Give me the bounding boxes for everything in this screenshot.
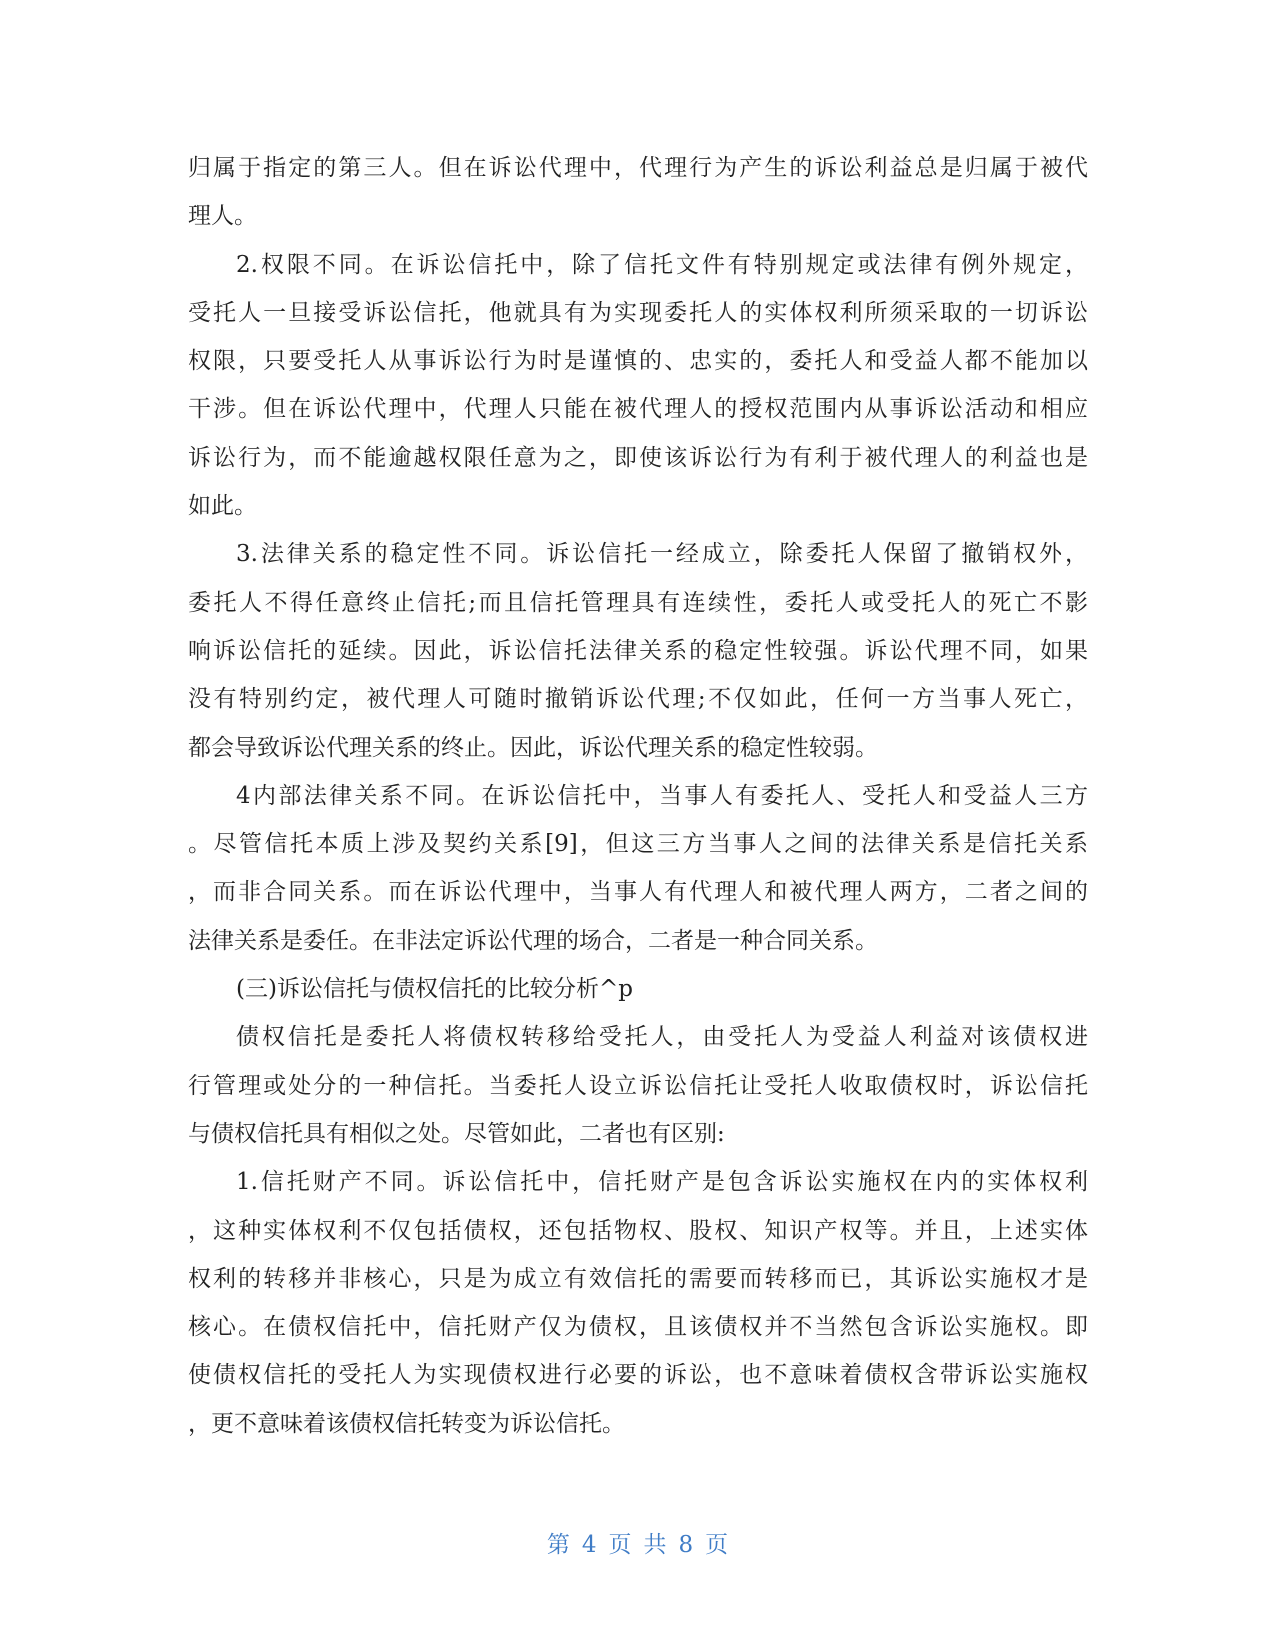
text-line: 委托人不得任意终止信托;而且信托管理具有连续性，委托人或受托人的死亡不影 — [188, 589, 1088, 616]
text-line: 4内部法律关系不同。在诉讼信托中，当事人有委托人、受托人和受益人三方 — [236, 782, 1088, 809]
text-line: 干涉。但在诉讼代理中，代理人只能在被代理人的授权范围内从事诉讼活动和相应 — [188, 396, 1088, 423]
text-line: 权限，只要受托人从事诉讼行为时是谨慎的、忠实的，委托人和受益人都不能加以 — [188, 348, 1088, 375]
text-line: 受托人一旦接受诉讼信托，他就具有为实现委托人的实体权利所须采取的一切诉讼 — [188, 299, 1088, 326]
page-footer — [0, 1526, 1275, 1559]
text-line: 如此。 — [188, 493, 257, 520]
footer-suffix: 页 — [705, 1532, 729, 1558]
footer-page-word: 页 — [608, 1532, 632, 1558]
footer-total-word: 共 — [643, 1532, 667, 1558]
section-heading: (三)诉讼信托与债权信托的比较分析^p — [236, 976, 633, 1003]
text-line: 行管理或处分的一种信托。当委托人设立诉讼信托让受托人收取债权时，诉讼信托 — [188, 1072, 1088, 1099]
text-line: ，而非合同关系。而在诉讼代理中，当事人有代理人和被代理人两方，二者之间的 — [188, 879, 1088, 906]
footer-page-number: 4 — [581, 1532, 597, 1558]
text-line: 法律关系是委任。在非法定诉讼代理的场合，二者是一种合同关系。 — [188, 927, 878, 954]
footer-total-pages: 8 — [678, 1532, 694, 1558]
text-line: 使债权信托的受托人为实现债权进行必要的诉讼，也不意味着债权含带诉讼实施权 — [188, 1362, 1088, 1389]
text-line: 没有特别约定，被代理人可随时撤销诉讼代理;不仅如此，任何一方当事人死亡， — [188, 686, 1088, 713]
text-line: 都会导致诉讼代理关系的终止。因此，诉讼代理关系的稳定性较弱。 — [188, 734, 878, 761]
footer-prefix: 第 — [546, 1532, 570, 1558]
text-line: 2.权限不同。在诉讼信托中，除了信托文件有特别规定或法律有例外规定， — [236, 251, 1088, 278]
text-line: 。尽管信托本质上涉及契约关系[9]，但这三方当事人之间的法律关系是信托关系 — [188, 831, 1088, 858]
body-text — [188, 144, 1088, 1448]
text-line: 权利的转移并非核心，只是为成立有效信托的需要而转移而已，其诉讼实施权才是 — [188, 1265, 1088, 1292]
text-line: 归属于指定的第三人。但在诉讼代理中，代理行为产生的诉讼利益总是归属于被代 — [188, 155, 1088, 181]
text-line: 1.信托财产不同。诉讼信托中，信托财产是包含诉讼实施权在内的实体权利 — [236, 1169, 1088, 1196]
text-line: 响诉讼信托的延续。因此，诉讼信托法律关系的稳定性较强。诉讼代理不同，如果 — [188, 637, 1088, 664]
text-line: 债权信托是委托人将债权转移给受托人，由受托人为受益人利益对该债权进 — [236, 1024, 1088, 1051]
text-line: 理人。 — [188, 203, 257, 230]
text-line: 诉讼行为，而不能逾越权限任意为之，即使该诉讼行为有利于被代理人的利益也是 — [188, 444, 1088, 471]
text-line: 与债权信托具有相似之处。尽管如此，二者也有区别: — [188, 1120, 725, 1147]
text-line: 核心。在债权信托中，信托财产仅为债权，且该债权并不当然包含诉讼实施权。即 — [188, 1314, 1088, 1341]
text-line: 3.法律关系的稳定性不同。诉讼信托一经成立，除委托人保留了撤销权外， — [236, 541, 1088, 568]
text-line: ，更不意味着该债权信托转变为诉讼信托。 — [188, 1410, 625, 1437]
text-line: ，这种实体权利不仅包括债权，还包括物权、股权、知识产权等。并且，上述实体 — [188, 1217, 1088, 1244]
